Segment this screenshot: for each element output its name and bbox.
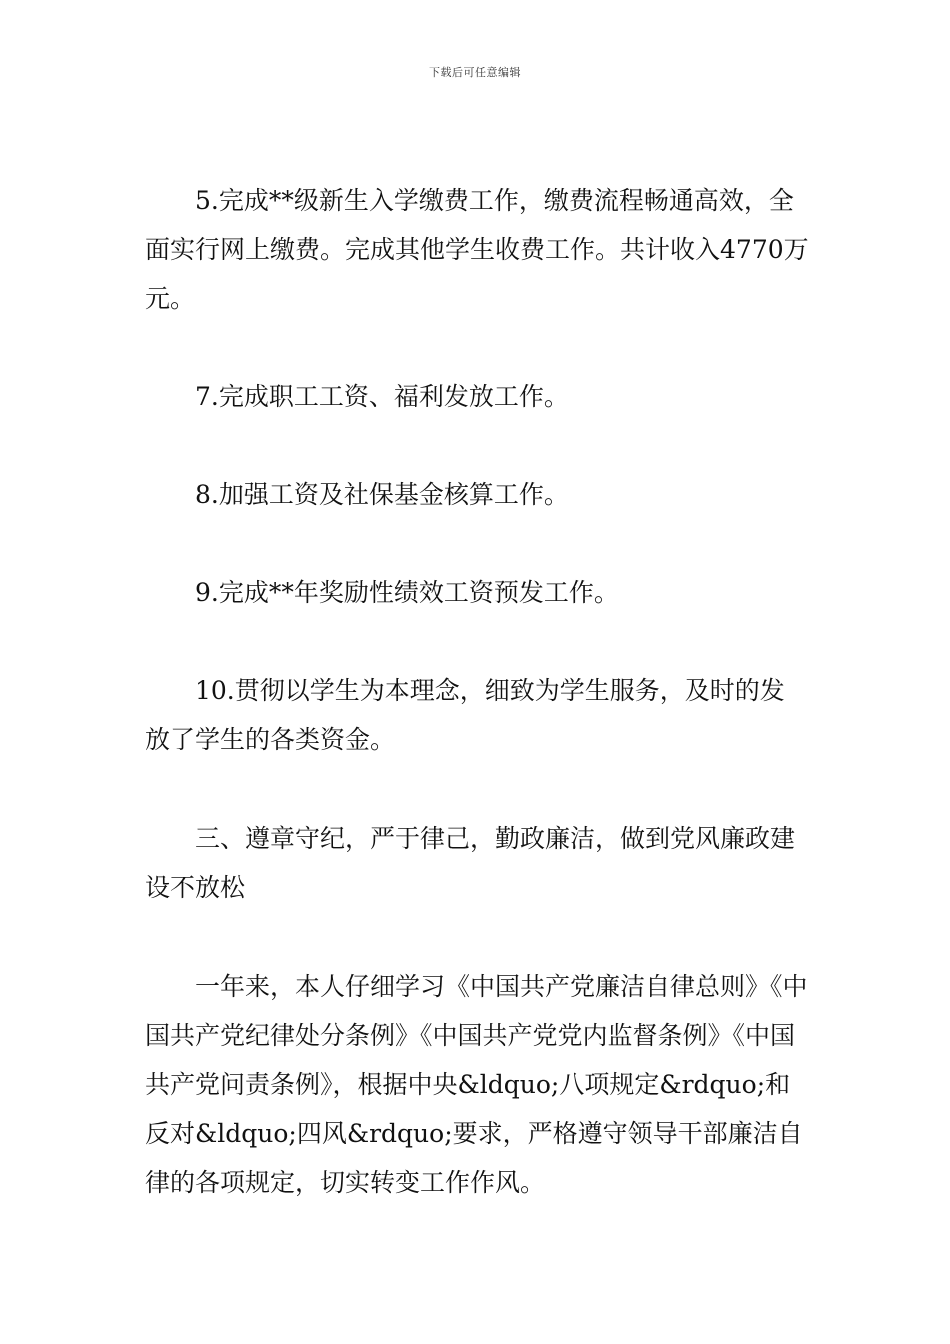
paragraph-item-7: 7.完成职工工资、福利发放工作。 [195, 382, 569, 411]
document-body [145, 176, 809, 1207]
paragraph-item-10: 10.贯彻以学生为本理念，细致为学生服务，及时的发放了学生的各类资金。 [145, 676, 785, 754]
paragraph-self-discipline: 一年来，本人仔细学习《中国共产党廉洁自律总则》《中国共产党纪律处分条例》《中国共产党党内监督条例》《中国共产党问责条例》，根据中央&ldquo;八项规定&rdquo;和反对&ldquo;四风&rdquo;要求，严格遵守领导干部廉洁自律的各项规定，切实转变工作作风。 [145, 972, 808, 1197]
paragraph-item-5: 5.完成**级新生入学缴费工作，缴费流程畅通高效，全面实行网上缴费。完成其他学生收费工作。共计收入4770万元。 [145, 186, 809, 313]
section-heading-three: 三、遵章守纪，严于律己，勤政廉洁，做到党风廉政建设不放松 [145, 824, 796, 902]
paragraph-item-8: 8.加强工资及社保基金核算工作。 [195, 480, 569, 509]
paragraph-item-9: 9.完成**年奖励性绩效工资预发工作。 [195, 578, 619, 607]
page-header: 下载后可任意编辑 [429, 66, 521, 79]
